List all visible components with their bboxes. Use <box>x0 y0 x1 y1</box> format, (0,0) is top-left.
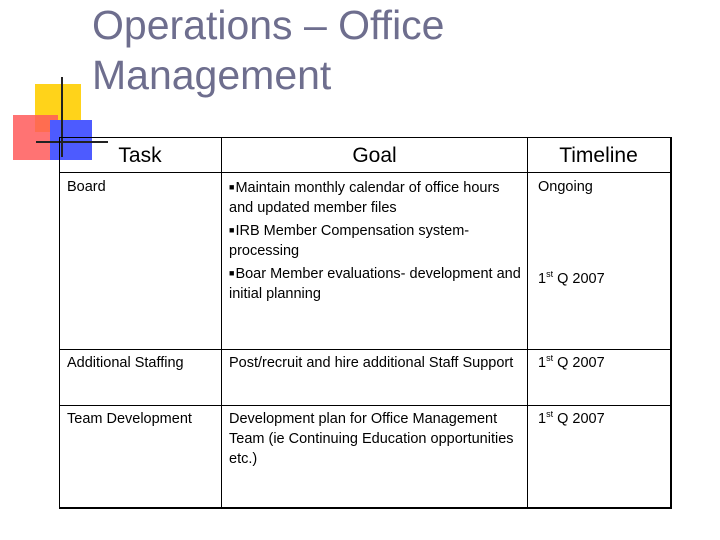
row-1-goal-3: ■Boar Member evaluations- development and initial planning <box>229 266 521 302</box>
row-2-goal: Post/recruit and hire additional Staff Support <box>229 355 514 371</box>
column-divider-1 <box>221 137 222 508</box>
row-1-goal-2: ■IRB Member Compensation system- processing <box>229 223 470 259</box>
header-task: Task <box>118 144 162 167</box>
row-divider-2 <box>59 405 671 406</box>
bullet-icon: ■ <box>229 225 235 235</box>
row-3-timeline: 1st Q 2007 <box>538 409 605 427</box>
row-1-timeline-2: 1st Q 2007 <box>538 269 605 287</box>
operations-table <box>59 137 671 508</box>
bullet-icon: ■ <box>229 268 235 278</box>
row-1-goal-1: ■Maintain monthly calendar of office hours and updated member files <box>229 180 500 216</box>
header-divider <box>59 172 671 173</box>
row-1-goals <box>229 177 521 304</box>
bullet-icon: ■ <box>229 182 235 192</box>
row-2-task: Additional Staffing <box>67 355 184 371</box>
row-2-timeline: 1st Q 2007 <box>538 353 605 371</box>
row-1-task: Board <box>67 179 106 195</box>
row-1-timeline-1: Ongoing <box>538 179 593 195</box>
row-3-goal: Development plan for Office Management Team (ie Continuing Education opportunities etc.) <box>229 411 514 467</box>
slide-title-line-2: Management <box>92 52 332 98</box>
header-goal: Goal <box>352 144 397 167</box>
slide-title-line-1: Operations – Office <box>92 2 445 48</box>
header-timeline: Timeline <box>559 144 638 167</box>
row-divider-1 <box>59 349 671 350</box>
column-divider-2 <box>527 137 528 508</box>
row-3-task: Team Development <box>67 411 192 427</box>
slide-title <box>92 0 444 100</box>
